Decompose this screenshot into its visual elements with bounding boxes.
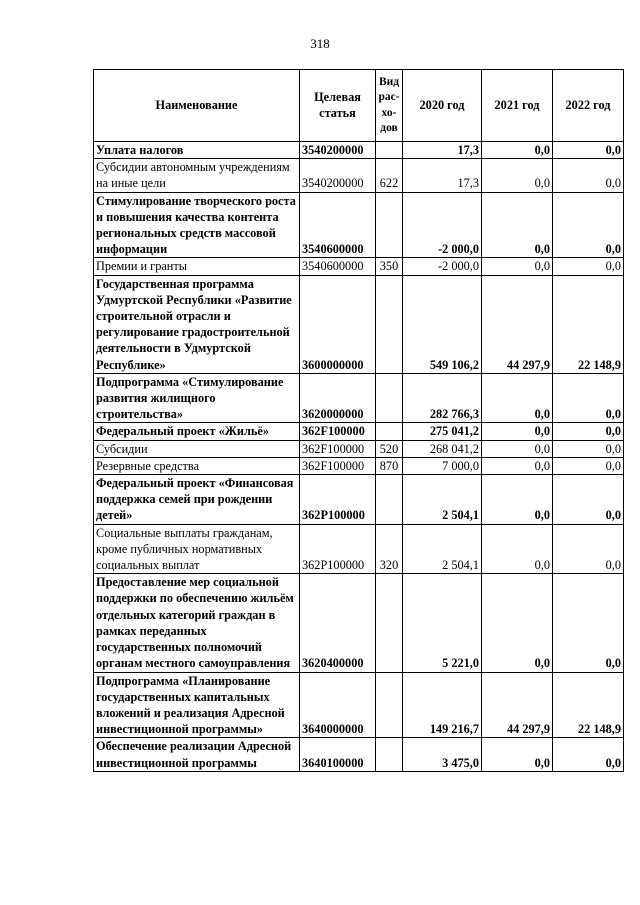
cell-name: Премии и гранты <box>94 258 300 275</box>
cell-value-2020: 282 766,3 <box>403 373 482 423</box>
cell-value-2022: 0,0 <box>553 373 624 423</box>
cell-value-2020: 3 475,0 <box>403 738 482 771</box>
cell-value-2022: 22 148,9 <box>553 672 624 738</box>
cell-value-2022: 0,0 <box>553 475 624 525</box>
cell-name: Предоставление мер социальной поддержки по обеспечению жильём отдельных категорий граждан в рамках переданных государственных полномочий органам местного самоуправления <box>94 574 300 672</box>
table-row <box>94 423 624 440</box>
cell-target-code: 3640100000 <box>300 738 376 771</box>
cell-expense-type: 622 <box>376 159 403 192</box>
cell-value-2021: 0,0 <box>482 574 553 672</box>
cell-name: Подпрограмма «Стимулирование развития жилищного строительства» <box>94 373 300 423</box>
cell-target-code: 3600000000 <box>300 275 376 373</box>
header-2021: 2021 год <box>482 70 553 142</box>
cell-value-2022: 0,0 <box>553 192 624 258</box>
cell-value-2021: 0,0 <box>482 524 553 574</box>
cell-expense-type <box>376 192 403 258</box>
cell-expense-type: 350 <box>376 258 403 275</box>
cell-target-code: 362P100000 <box>300 524 376 574</box>
cell-value-2021: 0,0 <box>482 258 553 275</box>
cell-value-2021: 0,0 <box>482 738 553 771</box>
cell-value-2021: 0,0 <box>482 475 553 525</box>
table-row <box>94 373 624 423</box>
cell-value-2022: 0,0 <box>553 738 624 771</box>
table-row <box>94 275 624 373</box>
cell-value-2021: 44 297,9 <box>482 672 553 738</box>
cell-value-2022: 0,0 <box>553 440 624 457</box>
cell-name: Государственная программа Удмуртской Республики «Развитие строительной отрасли и регулирование градостроительной деятельности в Удмуртской Республике» <box>94 275 300 373</box>
table-row <box>94 738 624 771</box>
cell-value-2022: 0,0 <box>553 142 624 159</box>
cell-expense-type <box>376 142 403 159</box>
cell-expense-type <box>376 423 403 440</box>
cell-name: Стимулирование творческого роста и повышения качества контента региональных средств массовой информации <box>94 192 300 258</box>
header-target: Целевая статья <box>300 70 376 142</box>
cell-name: Резервные средства <box>94 457 300 474</box>
table-row <box>94 159 624 192</box>
cell-value-2020: 275 041,2 <box>403 423 482 440</box>
cell-value-2022: 0,0 <box>553 574 624 672</box>
cell-target-code: 362F100000 <box>300 423 376 440</box>
cell-value-2020: 17,3 <box>403 159 482 192</box>
cell-value-2020: -2 000,0 <box>403 192 482 258</box>
table-row <box>94 524 624 574</box>
cell-value-2021: 0,0 <box>482 457 553 474</box>
table-row <box>94 192 624 258</box>
cell-target-code: 362P100000 <box>300 475 376 525</box>
table-row <box>94 457 624 474</box>
cell-target-code: 362F100000 <box>300 457 376 474</box>
cell-expense-type <box>376 672 403 738</box>
table-row <box>94 440 624 457</box>
cell-target-code: 3540600000 <box>300 192 376 258</box>
cell-name: Субсидии автономным учреждениям на иные цели <box>94 159 300 192</box>
cell-expense-type <box>376 373 403 423</box>
cell-name: Обеспечение реализации Адресной инвестиционной программы <box>94 738 300 771</box>
cell-name: Подпрограмма «Планирование государственных капитальных вложений и реализация Адресной инвестиционной программы» <box>94 672 300 738</box>
cell-target-code: 3540200000 <box>300 142 376 159</box>
cell-value-2020: -2 000,0 <box>403 258 482 275</box>
table-body <box>94 142 624 772</box>
cell-value-2020: 149 216,7 <box>403 672 482 738</box>
cell-value-2020: 7 000,0 <box>403 457 482 474</box>
cell-expense-type: 870 <box>376 457 403 474</box>
cell-target-code: 3620400000 <box>300 574 376 672</box>
cell-value-2022: 22 148,9 <box>553 275 624 373</box>
cell-expense-type <box>376 275 403 373</box>
cell-expense-type: 320 <box>376 524 403 574</box>
header-name: Наименование <box>94 70 300 142</box>
cell-value-2022: 0,0 <box>553 258 624 275</box>
cell-value-2020: 5 221,0 <box>403 574 482 672</box>
cell-expense-type <box>376 574 403 672</box>
table-row <box>94 574 624 672</box>
cell-value-2020: 268 041,2 <box>403 440 482 457</box>
cell-value-2021: 0,0 <box>482 159 553 192</box>
cell-expense-type: 520 <box>376 440 403 457</box>
cell-name: Федеральный проект «Жильё» <box>94 423 300 440</box>
cell-value-2021: 0,0 <box>482 373 553 423</box>
cell-value-2022: 0,0 <box>553 457 624 474</box>
table-row <box>94 258 624 275</box>
cell-target-code: 3540200000 <box>300 159 376 192</box>
cell-value-2021: 0,0 <box>482 440 553 457</box>
table-header-row <box>94 70 624 142</box>
cell-value-2020: 2 504,1 <box>403 524 482 574</box>
cell-value-2021: 0,0 <box>482 423 553 440</box>
cell-value-2021: 0,0 <box>482 142 553 159</box>
cell-value-2022: 0,0 <box>553 159 624 192</box>
cell-value-2020: 17,3 <box>403 142 482 159</box>
cell-name: Уплата налогов <box>94 142 300 159</box>
cell-value-2022: 0,0 <box>553 423 624 440</box>
cell-name: Федеральный проект «Финансовая поддержка семей при рождении детей» <box>94 475 300 525</box>
cell-expense-type <box>376 475 403 525</box>
cell-value-2020: 549 106,2 <box>403 275 482 373</box>
cell-expense-type <box>376 738 403 771</box>
cell-target-code: 3640000000 <box>300 672 376 738</box>
cell-value-2022: 0,0 <box>553 524 624 574</box>
header-2020: 2020 год <box>403 70 482 142</box>
table-row <box>94 142 624 159</box>
header-2022: 2022 год <box>553 70 624 142</box>
table-row <box>94 672 624 738</box>
cell-target-code: 362F100000 <box>300 440 376 457</box>
cell-target-code: 3620000000 <box>300 373 376 423</box>
cell-value-2021: 44 297,9 <box>482 275 553 373</box>
cell-target-code: 3540600000 <box>300 258 376 275</box>
table-row <box>94 475 624 525</box>
cell-name: Субсидии <box>94 440 300 457</box>
budget-table <box>93 69 624 772</box>
cell-name: Социальные выплаты гражданам, кроме публичных нормативных социальных выплат <box>94 524 300 574</box>
page-number: 318 <box>310 36 330 51</box>
header-type: Вид рас-хо-дов <box>376 70 403 142</box>
cell-value-2021: 0,0 <box>482 192 553 258</box>
cell-value-2020: 2 504,1 <box>403 475 482 525</box>
